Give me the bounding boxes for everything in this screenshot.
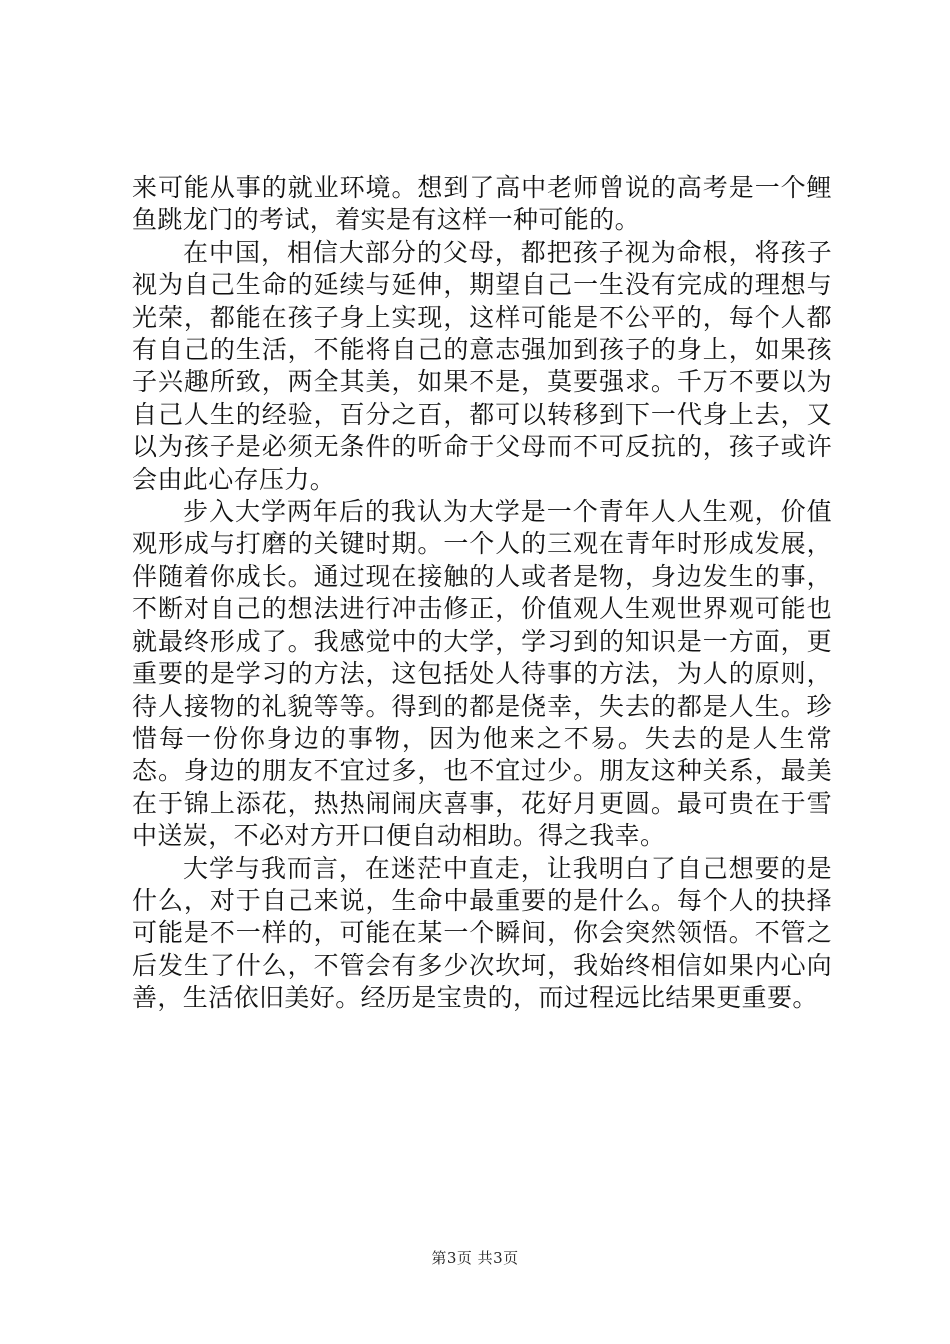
document-body bbox=[132, 172, 832, 1015]
paragraph-1: 来可能从事的就业环境。想到了高中老师曾说的高考是一个鲤鱼跳龙门的考试，着实是有这样一种可能的。 bbox=[132, 173, 832, 235]
page-number-footer: 第3页 共3页 bbox=[431, 1249, 519, 1267]
paragraph-3: 步入大学两年后的我认为大学是一个青年人人生观，价值观形成与打磨的关键时期。一个人的三观在青年时形成发展，伴随着你成长。通过现在接触的人或者是物，身边发生的事，不断对自己的想法进行冲击修正，价值观人生观世界观可能也就最终形成了。我感觉中的大学，学习到的知识是一方面，更重要的是学习的方法，这包括处人待事的方法，为人的原则，待人接物的礼貌等等。得到的都是侥幸，失去的都是人生。珍惜每一份你身边的事物，因为他来之不易。失去的是人生常态。身边的朋友不宜过多，也不宜过少。朋友这种关系，最美在于锦上添花，热热闹闹庆喜事，花好月更圆。最可贵在于雪中送炭，不必对方开口便自动相助。得之我幸。 bbox=[132, 497, 832, 851]
paragraph-2: 在中国，相信大部分的父母，都把孩子视为命根，将孩子视为自己生命的延续与延伸，期望自己一生没有完成的理想与光荣，都能在孩子身上实现，这样可能是不公平的，每个人都有自己的生活，不能将自己的意志强加到孩子的身上，如果孩子兴趣所致，两全其美，如果不是，莫要强求。千万不要以为自己人生的经验，百分之百，都可以转移到下一代身上去，又以为孩子是必须无条件的听命于父母而不可反抗的，孩子或许会由此心存压力。 bbox=[132, 237, 832, 494]
paragraph-4: 大学与我而言，在迷茫中直走，让我明白了自己想要的是什么，对于自己来说，生命中最重要的是什么。每个人的抉择可能是不一样的，可能在某一个瞬间，你会突然领悟。不管之后发生了什么，不管会有多少次坎坷，我始终相信如果内心向善，生活依旧美好。经历是宝贵的，而过程远比结果更重要。 bbox=[132, 853, 832, 1013]
